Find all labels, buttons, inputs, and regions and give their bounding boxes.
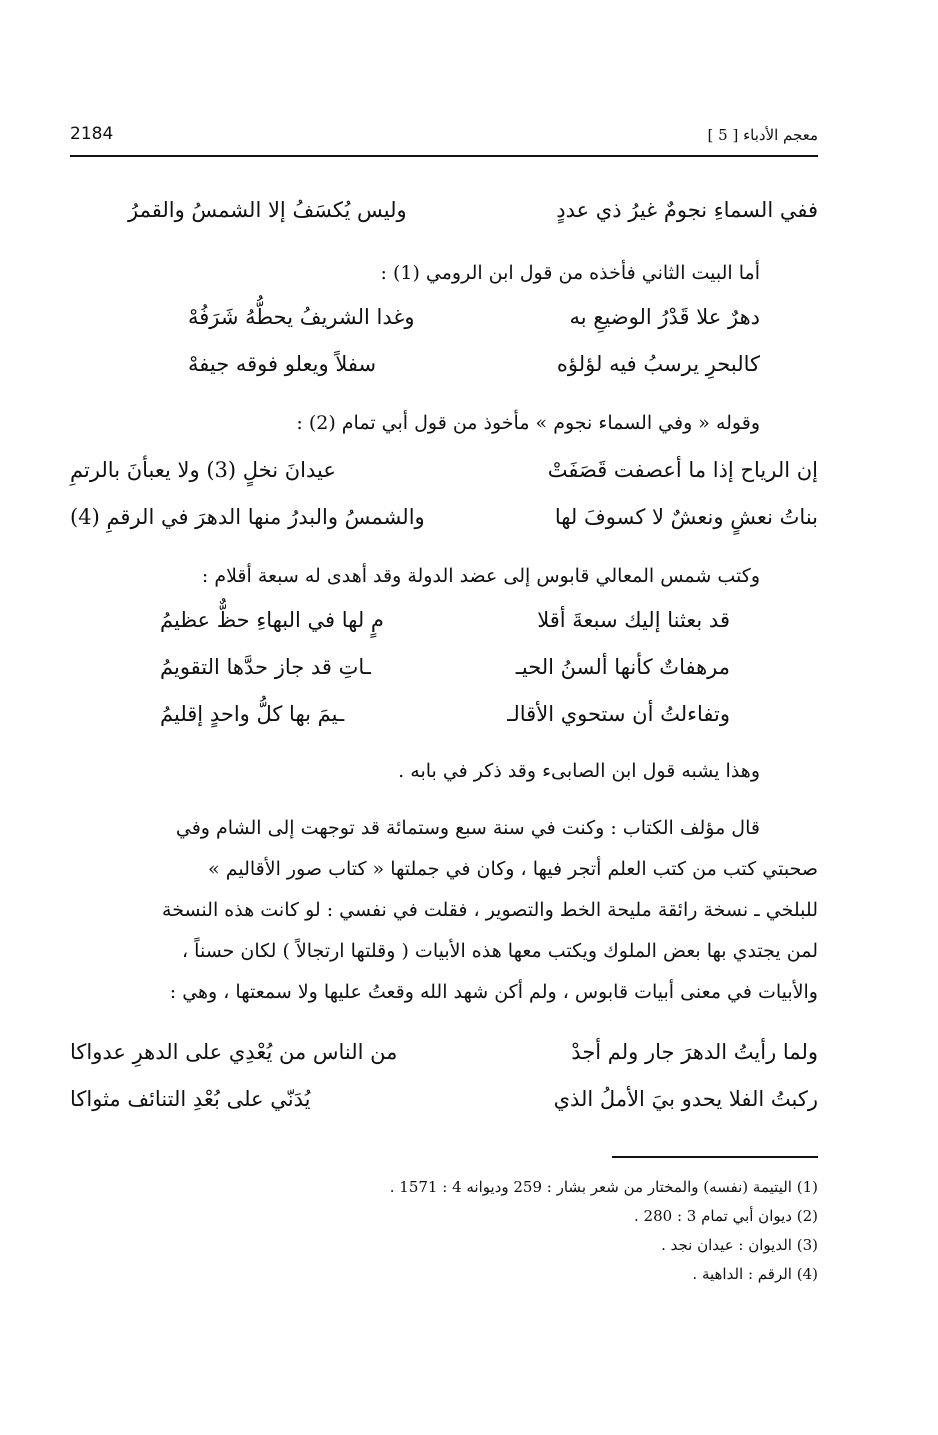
book-title: معجم الأدباء [ 5 ]: [707, 126, 818, 144]
paragraph-line: والأبيات في معنى أبيات قابوس ، ولم أكن شهد الله وقعتُ عليها ولا سمعتها ، وهي :: [169, 981, 818, 1003]
verse-line: [128, 198, 818, 234]
author-paragraph: [68, 808, 818, 1013]
verse-first-hemistich: ولما رأيتُ الدهرَ جار ولم أجدْ: [571, 1040, 818, 1064]
verse-line: [188, 352, 760, 388]
verse-line: [70, 458, 818, 494]
verse-first-hemistich: وتفاءلتُ أن ستحوي الأقالـ: [507, 702, 730, 726]
verse-first-hemistich: إن الرياح إذا ما أعصفت قَصَفَتْ: [547, 458, 818, 482]
footnote: (4) الرقم : الداهية .: [692, 1265, 818, 1283]
footnote: (1) اليتيمة (نفسه) والمختار من شعر بشار : 259 وديوانه 4 : 1571 .: [389, 1178, 818, 1196]
verse-second-hemistich: ـيمَ بها كلُّ واحدٍ إقليمُ: [160, 702, 345, 726]
verse-second-hemistich: من الناس من يُعْدِي على الدهرِ عدواكا: [70, 1040, 398, 1064]
paragraph-line: للبلخي ـ نسخة رائقة مليحة الخط والتصوير ، فقلت في نفسي : لو كانت هذه النسخة: [162, 899, 818, 921]
intro-line: وكتب شمس المعالي قابوس إلى عضد الدولة وقد أهدى له سبعة أقلام :: [201, 565, 760, 587]
verse-line: [160, 655, 730, 691]
verse-first-hemistich: دهرٌ علا قَدْرُ الوضيعِ به: [569, 305, 760, 329]
verse-first-hemistich: بناتُ نعشٍ ونعشٌ لا كسوفَ لها: [554, 505, 818, 529]
verse-line: [70, 505, 818, 541]
verse-second-hemistich: والشمسُ والبدرُ منها الدهرَ في الرقمِ (4): [70, 505, 425, 529]
verse-second-hemistich: سفلاً ويعلو فوقه جيفهْ: [188, 352, 377, 376]
intro-line: وقوله « وفي السماء نجوم » مأخوذ من قول أبي تمام (2) :: [296, 412, 760, 434]
verse-second-hemistich: مٍ لها في البهاءِ حظٌّ عظيمُ: [160, 608, 384, 632]
verse-line: [70, 1040, 818, 1076]
footnote: (3) الديوان : عيدان نجد .: [661, 1236, 818, 1254]
verse-second-hemistich: ـاتِ قد جاز حدَّها التقويمُ: [160, 655, 371, 679]
intro-line: أما البيت الثاني فأخذه من قول ابن الرومي (1) :: [380, 262, 760, 284]
verse-first-hemistich: قد بعثنا إليك سبعةَ أقلا: [537, 608, 730, 632]
verse-line: [160, 608, 730, 644]
paragraph-line: لمن يجتدي بها بعض الملوك ويكتب معها هذه الأبيات ( وقلتها ارتجالاً ) لكان حسناً ،: [182, 940, 818, 962]
verse-first-hemistich: كالبحرِ يرسبُ فيه لؤلؤه: [556, 352, 760, 376]
closing-line: وهذا يشبه قول ابن الصابىء وقد ذكر في بابه .: [398, 760, 760, 782]
verse-line: [160, 702, 730, 738]
verse-first-hemistich: مرهفاتٌ كأنها ألسنُ الحيـ: [515, 655, 730, 679]
running-header: [70, 122, 818, 156]
footnotes: [258, 1178, 818, 1294]
verse-first-hemistich: ففي السماءِ نجومٌ غيرُ ذي عددٍ: [556, 198, 818, 222]
verse-second-hemistich: وليس يُكسَفُ إلا الشمسُ والقمرُ: [128, 198, 407, 222]
verse-second-hemistich: عيدانَ نخلٍ (3) ولا يعبأنَ بالرتمِ: [70, 458, 336, 482]
footnote-rule: [612, 1156, 818, 1158]
verse-line: [70, 1087, 818, 1123]
paragraph-line: صحبتي كتب من كتب العلم أتجر فيها ، وكان في جملتها « كتاب صور الأقاليم »: [208, 858, 818, 880]
footnote: (2) ديوان أبي تمام 3 : 280 .: [634, 1207, 818, 1225]
page-number: 2184: [70, 124, 114, 144]
verse-second-hemistich: يُدَنّي على بُعْدِ التنائف مثواكا: [70, 1087, 311, 1111]
verse-line: [188, 305, 760, 341]
verse-first-hemistich: ركبتُ الفلا يحدو بيَ الأملُ الذي: [553, 1087, 818, 1111]
paragraph-line: قال مؤلف الكتاب : وكنت في سنة سبع وستمائة قد توجهت إلى الشام وفي: [175, 817, 760, 839]
header-rule: [70, 155, 818, 157]
verse-second-hemistich: وغدا الشريفُ يحطُّهُ شَرَفُهْ: [188, 305, 415, 329]
